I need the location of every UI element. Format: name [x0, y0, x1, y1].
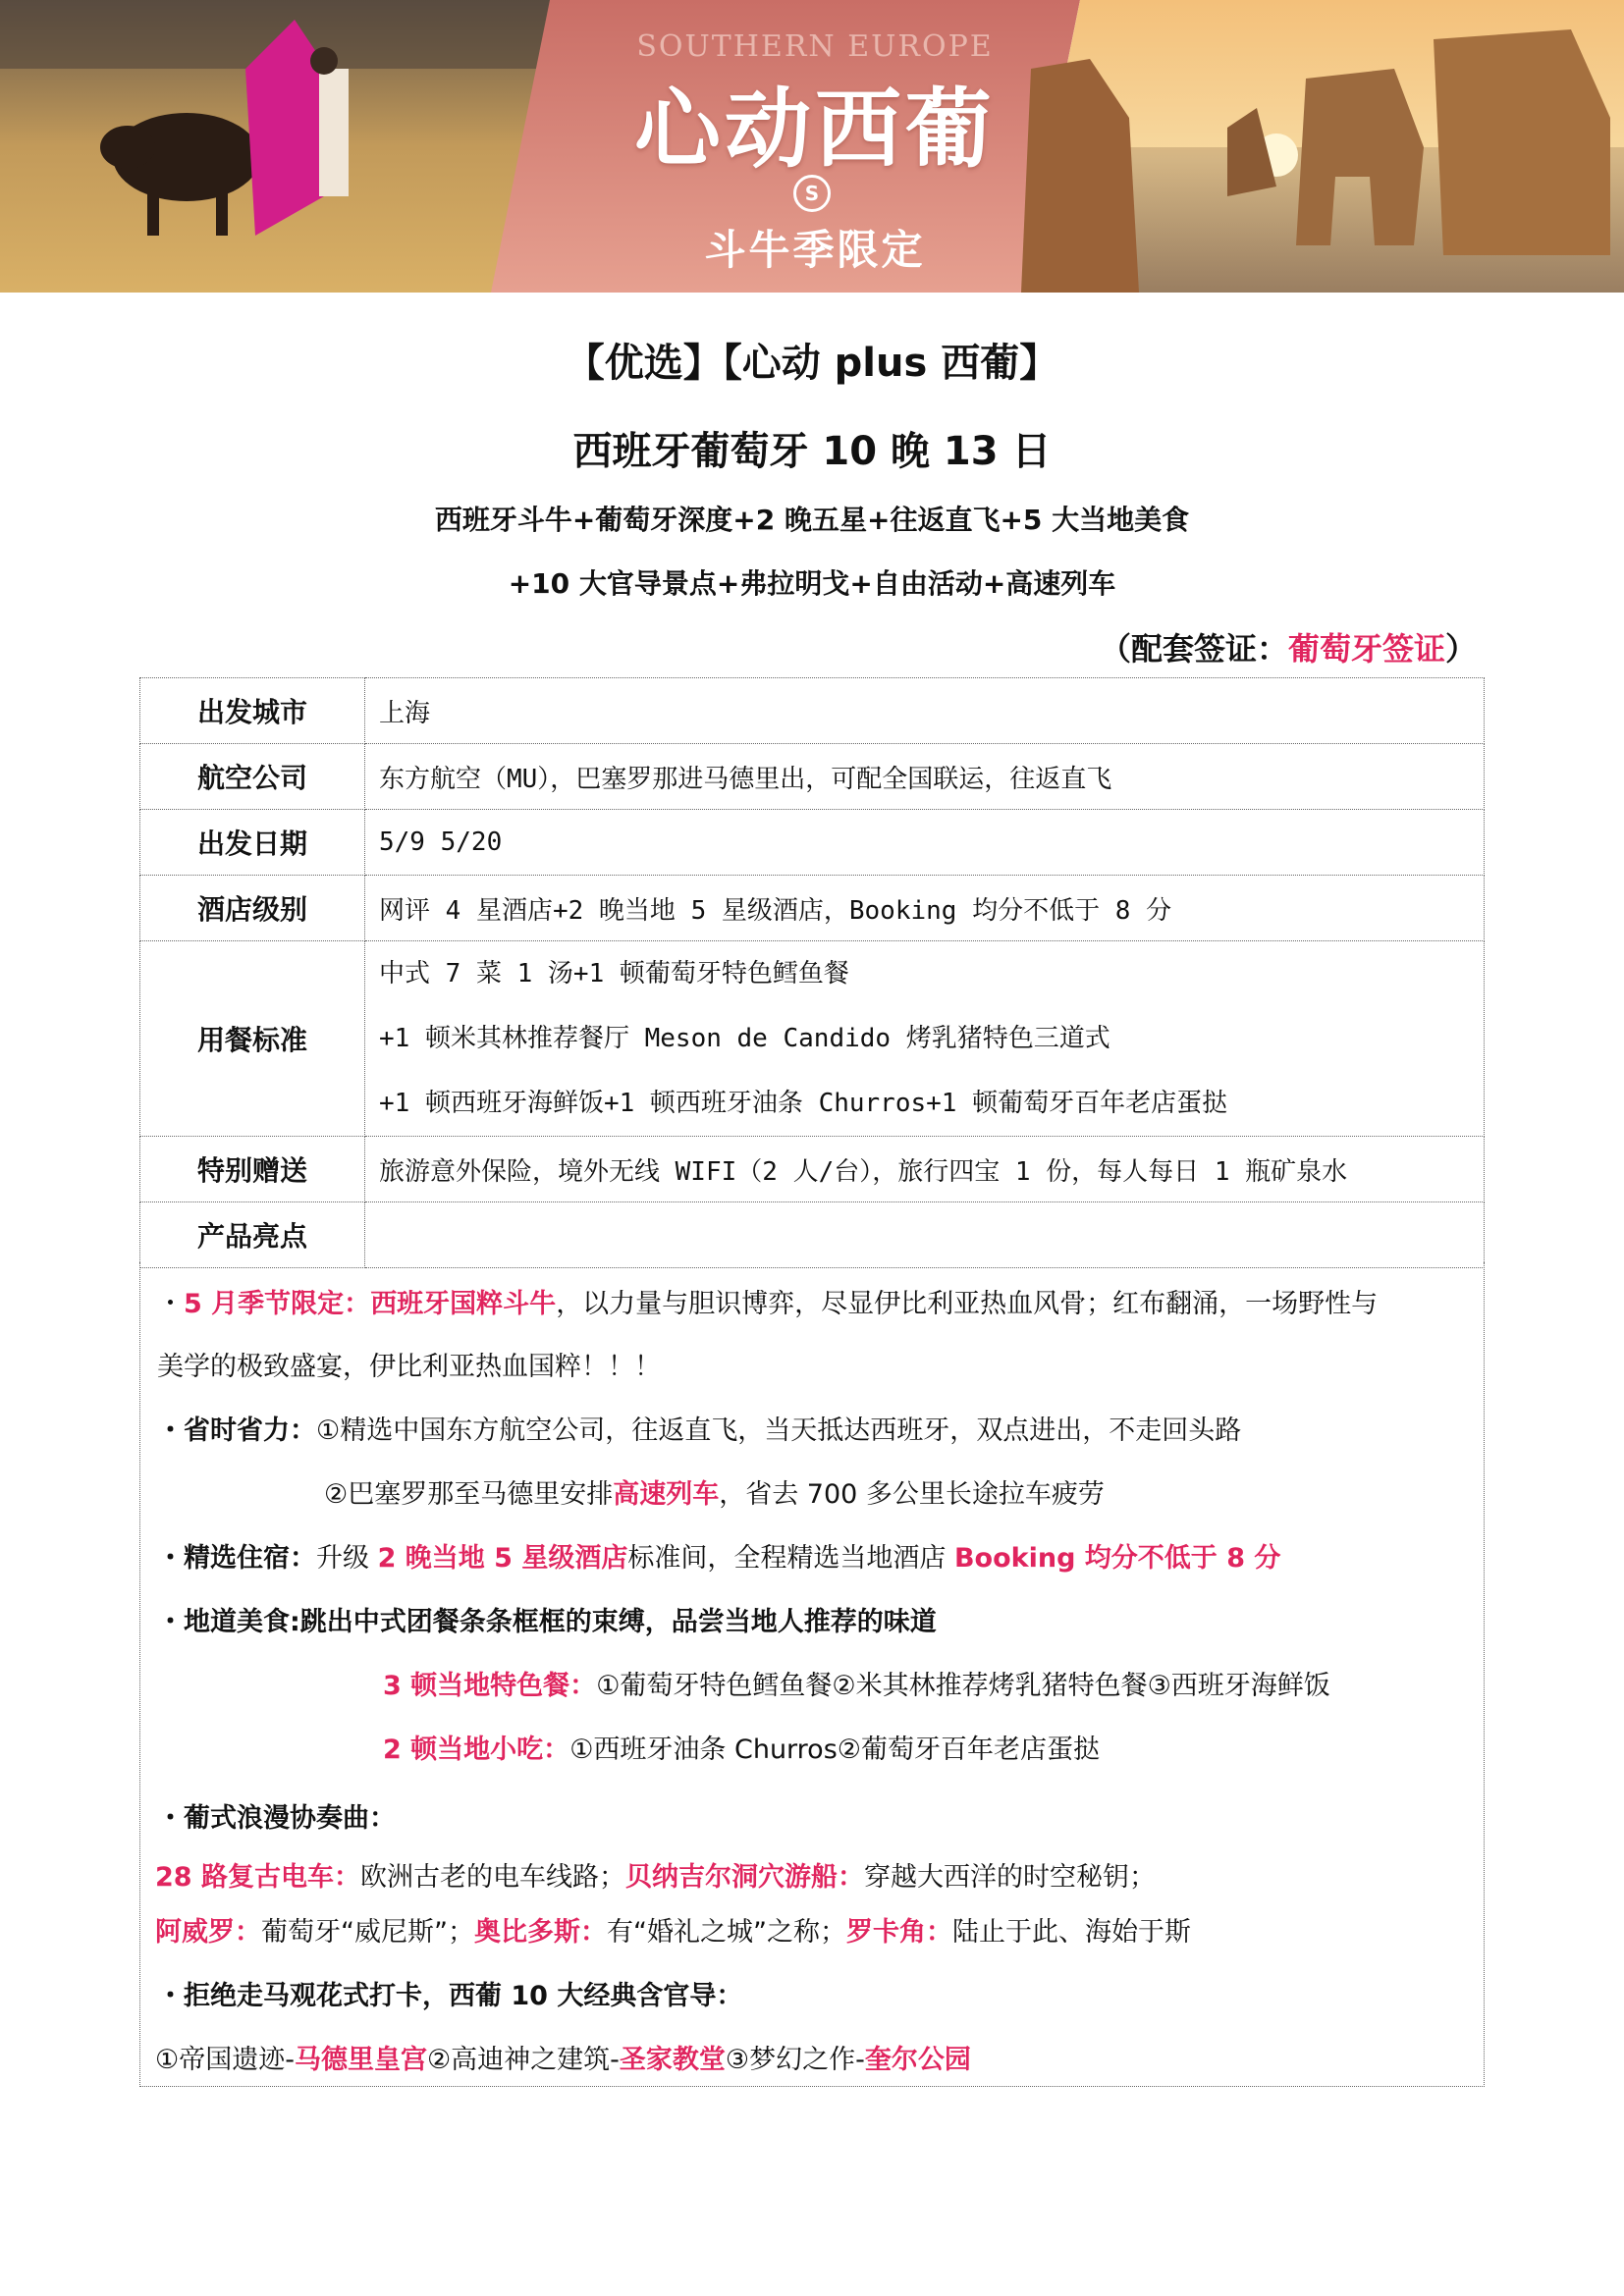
sight-2-desc: ②高迪神之建筑- [426, 2045, 620, 2075]
product-features-line2: +10 大官导景点+弗拉明戈+自由活动+高速列车 [508, 567, 1116, 600]
label-departure-date: 出发日期 [140, 810, 365, 876]
highlight-train-pre: ②巴塞罗那至马德里安排 [324, 1479, 614, 1510]
sight-3-name: 奎尔公园 [864, 2045, 971, 2075]
highlight-sights-label: ・拒绝走马观花式打卡，西葡 10 大经典含官导： [157, 1981, 743, 2011]
product-duration: 西班牙葡萄牙 10 晚 13 日 [572, 429, 1052, 474]
visa-value: 葡萄牙签证 [1287, 630, 1445, 667]
highlight-aveiro-text: 葡萄牙“威尼斯”； [261, 1917, 474, 1948]
highlight-food-snack-label: 2 顿当地小吃： [383, 1735, 570, 1765]
highlight-benagil-text: 穿越大西洋的时空秘钥； [863, 1862, 1156, 1893]
brand-logo-icon: S [793, 175, 831, 212]
highlight-food-snack-text: ①西班牙油条 Churros②葡萄牙百年老店蛋挞 [569, 1735, 1100, 1765]
highlight-obidos-text: 有“婚礼之城”之称； [606, 1917, 846, 1948]
sight-2-name: 圣家教堂 [619, 2045, 726, 2075]
highlight-time-saving-text: ①精选中国东方航空公司，往返直飞，当天抵达西班牙，双点进出，不走回头路 [316, 1415, 1242, 1446]
highlight-food-snack [383, 1728, 1100, 1766]
matador-figure [319, 69, 349, 196]
highlight-food-special [383, 1664, 1330, 1702]
highlight-cabo-roca: 罗卡角： [845, 1917, 952, 1948]
bullet: ・ [157, 1289, 184, 1319]
highlight-hotel-booking: Booking 均分不低于 8 分 [953, 1543, 1281, 1574]
highlight-bullfight-text: ，以力量与胆识博弈，尽显伊比利亚热血风骨；红布翻涌，一场野性与 [556, 1289, 1379, 1319]
highlight-train-post: ，省去 700 多公里长途拉车疲劳 [719, 1479, 1105, 1510]
table-row [140, 678, 1485, 744]
highlight-food-special-text: ①葡萄牙特色鳕鱼餐②米其林推荐烤乳猪特色餐③西班牙海鲜饭 [596, 1671, 1330, 1701]
highlight-cabo-roca-text: 陆止于此、海始于斯 [951, 1917, 1191, 1948]
meal-line-3: +1 顿西班牙海鲜饭+1 顿西班牙油条 Churros+1 顿葡萄牙百年老店蛋挞 [379, 1089, 1228, 1118]
banner-tag: 斗牛季限定 [704, 226, 926, 274]
value-departure-date: 5/9 5/20 [365, 810, 1485, 876]
value-departure-city: 上海 [365, 678, 1485, 744]
visa-note [1100, 624, 1477, 669]
value-special-gift: 旅游意外保险，境外无线 WIFI（2 人/台），旅行四宝 1 份，每人每日 1 瓶矿泉水 [365, 1137, 1485, 1202]
highlight-benagil: 贝纳吉尔洞穴游船： [624, 1862, 864, 1893]
visa-prefix: （配套签证： [1099, 630, 1288, 667]
label-product-highlights: 产品亮点 [140, 1202, 365, 1268]
highlight-portugal-line1 [155, 1855, 1156, 1894]
meal-line-1: 中式 7 菜 1 汤+1 顿葡萄牙特色鳕鱼餐 [379, 959, 849, 988]
label-special-gift: 特别赠送 [140, 1137, 365, 1202]
highlight-time-saving-label: ・省时省力： [157, 1415, 316, 1446]
highlight-hotel-pre: 升级 [316, 1543, 378, 1574]
label-airline: 航空公司 [140, 744, 365, 810]
highlight-train [324, 1472, 1105, 1511]
sight-1-desc: ①帝国遗迹- [155, 2045, 295, 2075]
highlight-hotel-star: 2 晚当地 5 星级酒店 [377, 1543, 628, 1574]
table-row [140, 876, 1485, 941]
value-product-highlights-empty [365, 1202, 1485, 1268]
value-meal-standard [365, 941, 1485, 1137]
highlight-obidos: 奥比多斯： [473, 1917, 607, 1948]
highlight-bullfight [157, 1282, 1378, 1320]
highlight-aveiro: 阿威罗： [155, 1917, 261, 1948]
trip-info-table [139, 677, 1485, 1268]
sight-3-desc: ③梦幻之作- [725, 2045, 865, 2075]
highlight-food-label: ・地道美食:跳出中式团餐条条框框的束缚，品尝当地人推荐的味道 [157, 1607, 937, 1637]
table-row [140, 810, 1485, 876]
highlight-hotel-label: ・精选住宿： [157, 1543, 316, 1574]
highlight-bullfight-cont: 美学的极致盛宴，伊比利亚热血国粹！！！ [157, 1352, 661, 1382]
highlight-bullfight-name: 西班牙国粹斗牛 [370, 1289, 557, 1319]
highlight-food-special-label: 3 顿当地特色餐： [383, 1671, 597, 1701]
highlight-time-saving [157, 1409, 1241, 1447]
meal-line-2: +1 顿米其林推荐餐厅 Meson de Candido 烤乳猪特色三道式 [379, 1024, 1110, 1053]
value-airline: 东方航空（MU），巴塞罗那进马德里出，可配全国联运，往返直飞 [365, 744, 1485, 810]
label-meal-standard: 用餐标准 [140, 941, 365, 1137]
label-hotel-level: 酒店级别 [140, 876, 365, 941]
visa-suffix: ） [1444, 630, 1477, 667]
banner-title: 心动西葡 [633, 78, 996, 180]
highlight-sights-list [155, 2038, 971, 2076]
sight-1-name: 马德里皇宫 [294, 2045, 427, 2075]
product-title: 【优选】【心动 plus 西葡】 [565, 341, 1059, 386]
highlight-train-name: 高速列车 [613, 1479, 720, 1510]
product-features-line1: 西班牙斗牛+葡萄牙深度+2 晚五星+往返直飞+5 大当地美食 [434, 504, 1190, 536]
table-row [140, 744, 1485, 810]
label-departure-city: 出发城市 [140, 678, 365, 744]
highlight-tram: 28 路复古电车： [155, 1862, 360, 1893]
table-row [140, 941, 1485, 1137]
banner-subtitle: SOUTHERN EUROPE [636, 29, 994, 64]
highlight-portugal-label: ・葡式浪漫协奏曲： [157, 1803, 396, 1834]
header-banner [0, 0, 1624, 293]
highlight-hotel-mid: 标准间，全程精选当地酒店 [627, 1543, 954, 1574]
table-row [140, 1202, 1485, 1268]
highlight-portugal-line2 [155, 1910, 1191, 1949]
value-hotel-level: 网评 4 星酒店+2 晚当地 5 星级酒店，Booking 均分不低于 8 分 [365, 876, 1485, 941]
table-row [140, 1137, 1485, 1202]
highlight-tram-text: 欧洲古老的电车线路； [359, 1862, 625, 1893]
highlight-hotel [157, 1536, 1280, 1575]
highlight-season-label: 5 月季节限定： [184, 1289, 371, 1319]
